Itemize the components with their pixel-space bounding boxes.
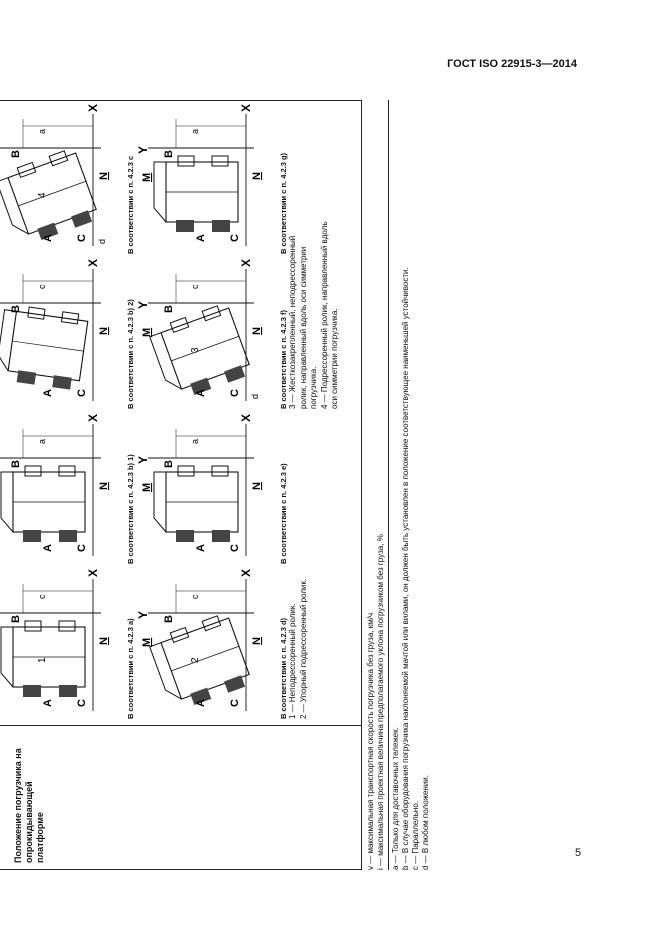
forklift-diagram: [138, 259, 266, 409]
roller-number-label: 4: [37, 192, 48, 198]
conditions-table: [0, 100, 362, 870]
diagram-caption: В соответствии с п. 4.2.3 с: [126, 155, 135, 254]
axis-x-label: X: [239, 103, 253, 112]
table-column-divider: [0, 725, 361, 726]
dimension-label: c: [190, 594, 200, 599]
diagram-caption: В соответствии с п. 4.2.3 f): [279, 310, 288, 409]
forklift-diagram: [0, 569, 113, 719]
point-a-label: A: [42, 544, 54, 552]
point-b-label: B: [163, 305, 175, 313]
dimension-label: c: [37, 594, 47, 599]
axis-y-label: Y: [136, 610, 150, 619]
point-m-label: M: [141, 327, 153, 337]
dimension-label: a: [190, 128, 200, 134]
point-a-label: A: [42, 234, 54, 242]
diagram-cell: [0, 259, 135, 409]
axis-x-label: X: [86, 568, 100, 577]
point-m-label: M: [141, 172, 153, 182]
point-c-label: C: [76, 544, 88, 552]
note-a: а — Только для доставочных тележек.: [391, 727, 400, 870]
axis-x-label: X: [86, 103, 100, 112]
table-notes: [366, 100, 431, 870]
point-c-label: C: [76, 699, 88, 707]
point-b-label: B: [10, 150, 22, 158]
point-c-label: C: [76, 234, 88, 242]
roller-number-label: 2: [190, 657, 201, 663]
diagram-cell: [0, 104, 135, 254]
point-n-label: N: [98, 637, 110, 645]
point-c-label: C: [76, 389, 88, 397]
point-n-label: N: [98, 172, 110, 180]
axis-y-label: Y: [136, 300, 150, 309]
diagram-caption: В соответствии с п. 4.2.3 g): [279, 152, 288, 254]
point-c-label: C: [229, 699, 241, 707]
point-n-label: N: [251, 172, 263, 180]
dimension-label: a: [190, 438, 200, 444]
point-b-label: B: [163, 150, 175, 158]
dimension-label: c: [190, 284, 200, 289]
point-a-label: A: [195, 389, 207, 397]
legend-right: [288, 219, 341, 409]
point-n-label: N: [98, 482, 110, 490]
point-m-label: M: [141, 482, 153, 492]
point-n-label: N: [251, 327, 263, 335]
point-a-label: A: [195, 544, 207, 552]
axis-x-label: X: [239, 568, 253, 577]
rotated-table-page: [0, 100, 446, 870]
angle-label: d: [250, 393, 260, 399]
legend-item-2: 2 — Упорный подрессоренный ролик.: [298, 578, 308, 719]
point-c-label: C: [229, 389, 241, 397]
legend-left: [288, 569, 309, 719]
point-b-label: B: [10, 460, 22, 468]
axis-x-label: X: [86, 258, 100, 267]
forklift-diagram: [0, 104, 113, 254]
forklift-diagram: [0, 414, 113, 564]
point-a-label: A: [195, 234, 207, 242]
point-a-label: A: [42, 389, 54, 397]
forklift-diagram: [138, 414, 266, 564]
point-b-label: B: [163, 615, 175, 623]
dimension-label: a: [37, 438, 47, 444]
point-b-label: B: [10, 305, 22, 313]
note-d: d — В любом положении.: [421, 775, 430, 870]
roller-number-label: 1: [37, 657, 48, 663]
axis-y-label: Y: [136, 455, 150, 464]
diagram-caption: В соответствии с п. 4.2.3 b) 1): [126, 454, 135, 564]
point-m-label: M: [141, 637, 153, 647]
diagram-caption: В соответствии с п. 4.2.3 а): [126, 618, 135, 719]
point-n-label: N: [251, 482, 263, 490]
condition-cell: Положение погрузчика на опрокидывающей платформе: [13, 748, 45, 863]
point-n-label: N: [251, 637, 263, 645]
diagram-cell: [138, 104, 288, 254]
axis-y-label: Y: [136, 145, 150, 154]
diagram-cell: [0, 569, 135, 719]
axis-x-label: X: [239, 258, 253, 267]
diagram-caption: В соответствии с п. 4.2.3 b) 2): [126, 299, 135, 409]
note-i: i — максимальная проектная величина предполагаемого уклона погрузчиком без груза, %: [376, 100, 389, 870]
axis-x-label: X: [86, 413, 100, 422]
axis-x-label: X: [239, 413, 253, 422]
point-b-label: B: [163, 460, 175, 468]
document-standard-header: ГОСТ ISO 22915-3—2014: [447, 58, 577, 70]
diagram-cell: [138, 569, 288, 719]
note-v: v — максимальная транспортная скорость погрузчика без груза, км/ч: [366, 612, 375, 870]
legend-item-1: 1 — Неподрессоренный ролик.: [288, 603, 297, 719]
forklift-diagram: [0, 259, 113, 409]
dimension-label: c: [37, 284, 47, 289]
point-a-label: A: [195, 699, 207, 707]
diagram-cell: [138, 259, 288, 409]
legend-item-4: 4 — Подрессоренный ролик, направленный вдоль оси симметрии погрузчика.: [319, 221, 339, 409]
note-b: b — В случае оборудования погрузчика наклоняемой мачтой или вилами, он должен быть установлен в положение соответствующее наименьшей устойчивости.: [401, 267, 410, 870]
dimension-label: a: [37, 128, 47, 134]
note-c: с — Параллельно.: [411, 801, 420, 870]
diagram-caption: В соответствии с п. 4.2.3 е): [279, 463, 288, 564]
diagram-cell: [138, 414, 288, 564]
diagram-cell: [0, 414, 135, 564]
point-a-label: A: [42, 699, 54, 707]
diagram-caption: В соответствии с п. 4.2.3 d): [279, 617, 288, 719]
roller-number-label: 3: [190, 347, 201, 353]
forklift-diagram: [138, 569, 266, 719]
forklift-diagram: [138, 104, 266, 254]
point-c-label: C: [229, 234, 241, 242]
page-number: 5: [575, 847, 582, 859]
point-b-label: B: [10, 615, 22, 623]
point-c-label: C: [229, 544, 241, 552]
legend-item-3: 3 — Жесткозакрепленный, неподрессоренный ролик, направленный вдоль оси симметрии погрузчика.: [288, 235, 318, 409]
point-n-label: N: [98, 327, 110, 335]
angle-label: d: [97, 238, 107, 244]
